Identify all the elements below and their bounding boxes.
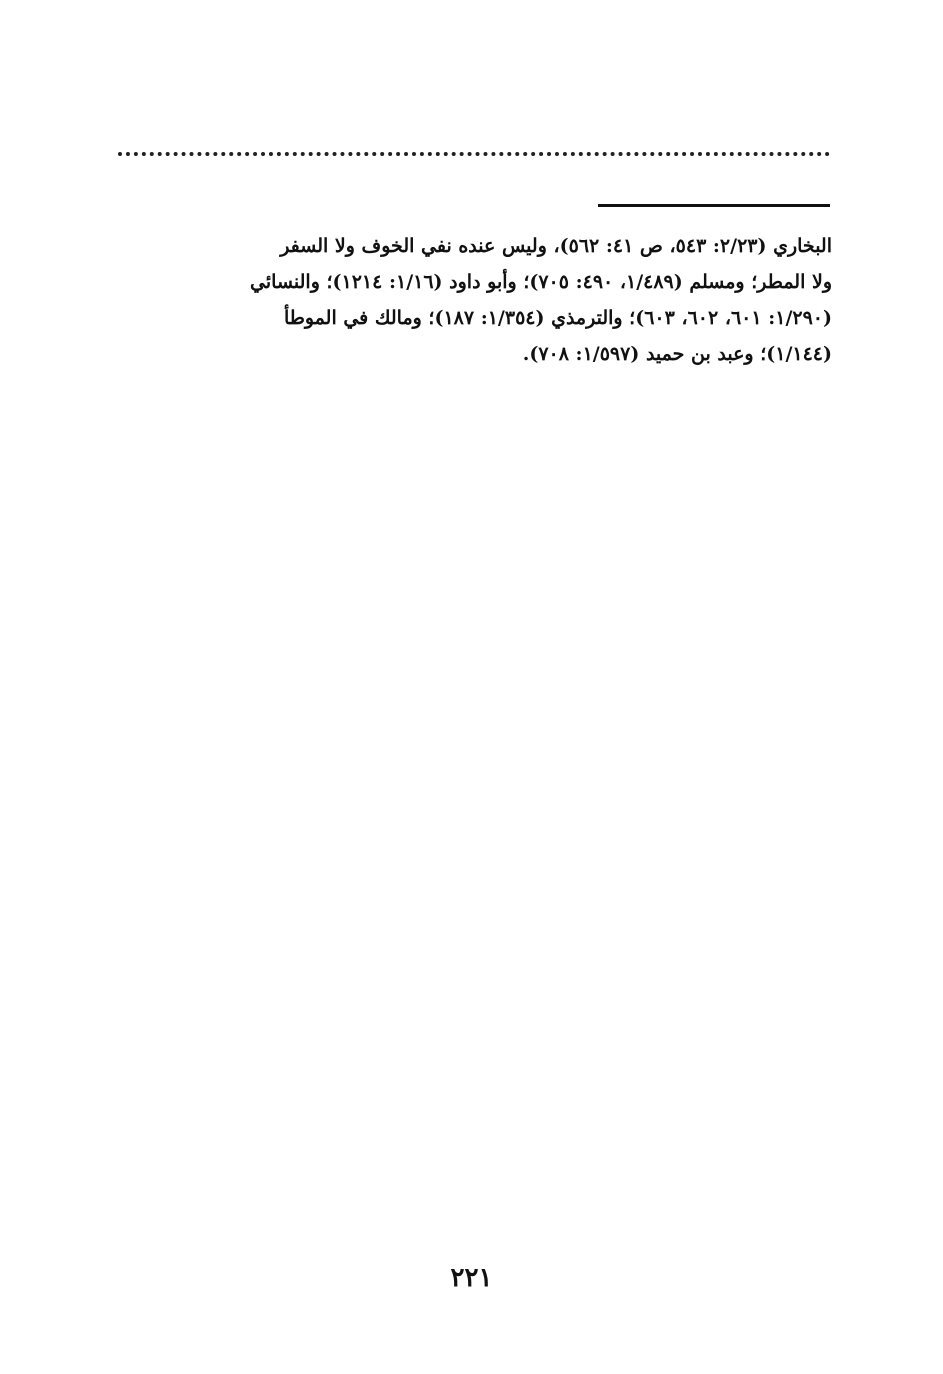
page-number: ٢٢١ — [450, 1263, 493, 1293]
dotted-separator — [118, 152, 830, 156]
footnote-line: (١/٢٩٠: ٦٠١، ٦٠٢، ٦٠٣)؛ والترمذي (١/٣٥٤: ١٨٧)؛ ومالك في الموطأ — [283, 307, 832, 329]
footnote-text — [110, 228, 832, 372]
footnote-line: ولا المطر؛ ومسلم (١/٤٨٩، ٤٩٠: ٧٠٥)؛ وأبو داود (١/١٦: ١٢١٤)؛ والنسائي — [250, 271, 832, 293]
footnote-line: البخاري (٢/٢٣: ٥٤٣، ص ٤١: ٥٦٢)، وليس عنده نفي الخوف ولا السفر — [280, 235, 832, 257]
footnote-line: (١/١٤٤)؛ وعبد بن حميد (١/٥٩٧: ٧٠٨). — [522, 343, 832, 365]
footnote-separator-line — [598, 204, 830, 207]
